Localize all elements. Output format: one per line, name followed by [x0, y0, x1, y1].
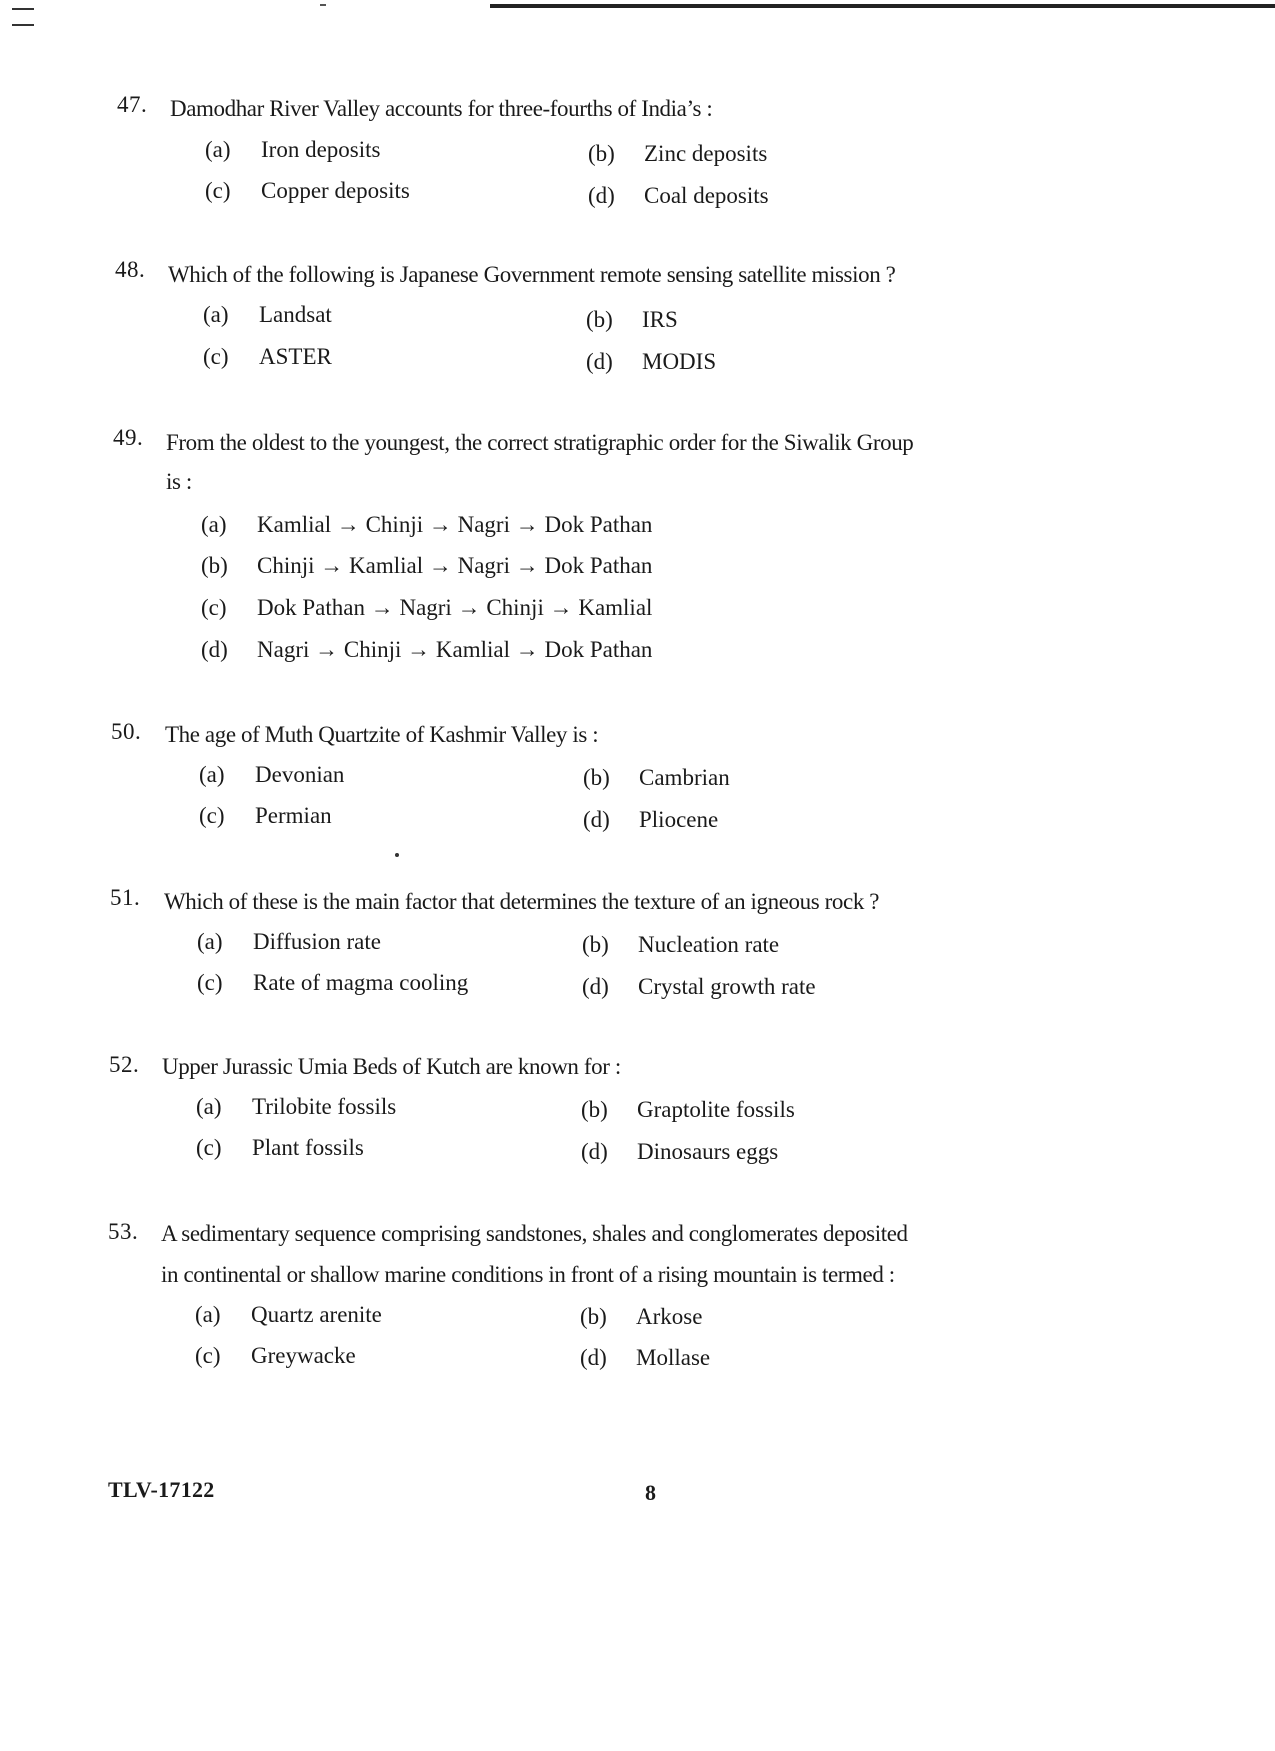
- option-text: Iron deposits: [261, 137, 381, 162]
- scan-speck: [395, 853, 399, 857]
- question-number: 47.: [117, 92, 148, 117]
- option-text: Nucleation rate: [638, 932, 780, 957]
- option-label: (c): [195, 1343, 221, 1368]
- option-text: Coal deposits: [644, 183, 769, 208]
- paper-code: TLV-17122: [108, 1477, 215, 1502]
- option-c: [197, 970, 468, 996]
- option-c: [205, 178, 410, 204]
- option-label: (d): [583, 807, 610, 832]
- option-text: Nagri → Chinji → Kamlial → Dok Pathan: [257, 637, 653, 662]
- option-b: [580, 1304, 702, 1330]
- option-text: Copper deposits: [261, 178, 410, 203]
- option-a: [201, 512, 652, 538]
- option-label: (d): [580, 1345, 607, 1370]
- question-number: 51.: [110, 885, 141, 910]
- option-label: (a): [199, 762, 225, 787]
- option-text: Graptolite fossils: [637, 1097, 795, 1122]
- option-c: [199, 803, 332, 829]
- question-text: Which of these is the main factor that determines the texture of an igneous rock ?: [164, 889, 880, 914]
- option-a: [196, 1094, 396, 1120]
- option-label: (c): [203, 344, 229, 369]
- scan-top-rule: [490, 4, 1275, 8]
- scan-dust-mark: [320, 4, 326, 6]
- question-text: From the oldest to the youngest, the correct stratigraphic order for the Siwalik Group: [166, 430, 914, 455]
- option-label: (c): [199, 803, 225, 828]
- question-number: 53.: [108, 1219, 139, 1244]
- option-label: (b): [580, 1304, 607, 1329]
- question-number: 49.: [113, 425, 144, 450]
- option-label: (b): [201, 553, 228, 578]
- option-label: (d): [586, 349, 613, 374]
- option-label: (d): [588, 183, 615, 208]
- option-text: Landsat: [259, 302, 332, 327]
- option-d: [588, 183, 769, 209]
- option-text: Devonian: [255, 762, 345, 787]
- option-b: [588, 141, 767, 167]
- option-c: [195, 1343, 356, 1369]
- option-d: [581, 1139, 778, 1165]
- option-text: Trilobite fossils: [252, 1094, 397, 1119]
- option-text: Plant fossils: [252, 1135, 364, 1160]
- option-c: [201, 595, 652, 621]
- option-text: Zinc deposits: [644, 141, 768, 166]
- option-label: (c): [196, 1135, 222, 1160]
- option-label: (c): [197, 970, 223, 995]
- option-label: (a): [201, 512, 227, 537]
- option-d: [586, 349, 716, 375]
- option-text: Pliocene: [639, 807, 719, 832]
- option-label: (c): [201, 595, 227, 620]
- question-number: 48.: [115, 257, 146, 282]
- option-a: [205, 137, 380, 163]
- option-text: MODIS: [642, 349, 717, 374]
- option-b: [582, 932, 779, 958]
- option-label: (b): [586, 307, 613, 332]
- option-text: Mollase: [636, 1345, 711, 1370]
- option-text: Arkose: [636, 1304, 703, 1329]
- option-d: [582, 974, 816, 1000]
- question-text: Upper Jurassic Umia Beds of Kutch are known for :: [162, 1054, 621, 1079]
- option-label: (d): [582, 974, 609, 999]
- option-d: [580, 1345, 710, 1371]
- question-text: Damodhar River Valley accounts for three-fourths of India’s :: [170, 96, 713, 121]
- option-text: Diffusion rate: [253, 929, 381, 954]
- option-a: [197, 929, 381, 955]
- option-text: Quartz arenite: [251, 1302, 382, 1327]
- option-c: [203, 344, 332, 370]
- option-text: Cambrian: [639, 765, 730, 790]
- option-label: (b): [581, 1097, 608, 1122]
- question-number: 50.: [111, 719, 142, 744]
- option-text: IRS: [642, 307, 678, 332]
- option-text: Chinji → Kamlial → Nagri → Dok Pathan: [257, 553, 653, 578]
- question-text: The age of Muth Quartzite of Kashmir Valley is :: [165, 722, 599, 747]
- question-number: 52.: [109, 1052, 140, 1077]
- option-text: Kamlial → Chinji → Nagri → Dok Pathan: [257, 512, 653, 537]
- option-text: Dinosaurs eggs: [637, 1139, 779, 1164]
- question-text-continued: in continental or shallow marine conditions in front of a rising mountain is termed :: [161, 1262, 895, 1287]
- option-b: [586, 307, 678, 333]
- option-a: [199, 762, 344, 788]
- question-text-continued: is :: [166, 469, 192, 494]
- option-label: (c): [205, 178, 231, 203]
- option-b: [201, 553, 652, 579]
- page-number: 8: [645, 1480, 656, 1505]
- option-text: ASTER: [259, 344, 332, 369]
- option-label: (a): [203, 302, 229, 327]
- option-label: (a): [197, 929, 223, 954]
- option-label: (a): [195, 1302, 221, 1327]
- scan-edge-mark: [12, 8, 34, 26]
- option-d: [583, 807, 718, 833]
- option-label: (b): [583, 765, 610, 790]
- option-label: (a): [205, 137, 231, 162]
- option-text: Permian: [255, 803, 332, 828]
- question-text: Which of the following is Japanese Government remote sensing satellite mission ?: [168, 262, 896, 287]
- option-text: Crystal growth rate: [638, 974, 816, 999]
- question-text: A sedimentary sequence comprising sandstones, shales and conglomerates deposited: [161, 1221, 908, 1246]
- option-d: [201, 637, 652, 663]
- option-text: Rate of magma cooling: [253, 970, 469, 995]
- option-a: [195, 1302, 382, 1328]
- option-label: (b): [582, 932, 609, 957]
- option-text: Greywacke: [251, 1343, 356, 1368]
- option-label: (a): [196, 1094, 222, 1119]
- option-c: [196, 1135, 364, 1161]
- option-label: (d): [201, 637, 228, 662]
- option-label: (b): [588, 141, 615, 166]
- option-text: Dok Pathan → Nagri → Chinji → Kamlial: [257, 595, 653, 620]
- option-a: [203, 302, 332, 328]
- option-b: [583, 765, 730, 791]
- option-label: (d): [581, 1139, 608, 1164]
- option-b: [581, 1097, 795, 1123]
